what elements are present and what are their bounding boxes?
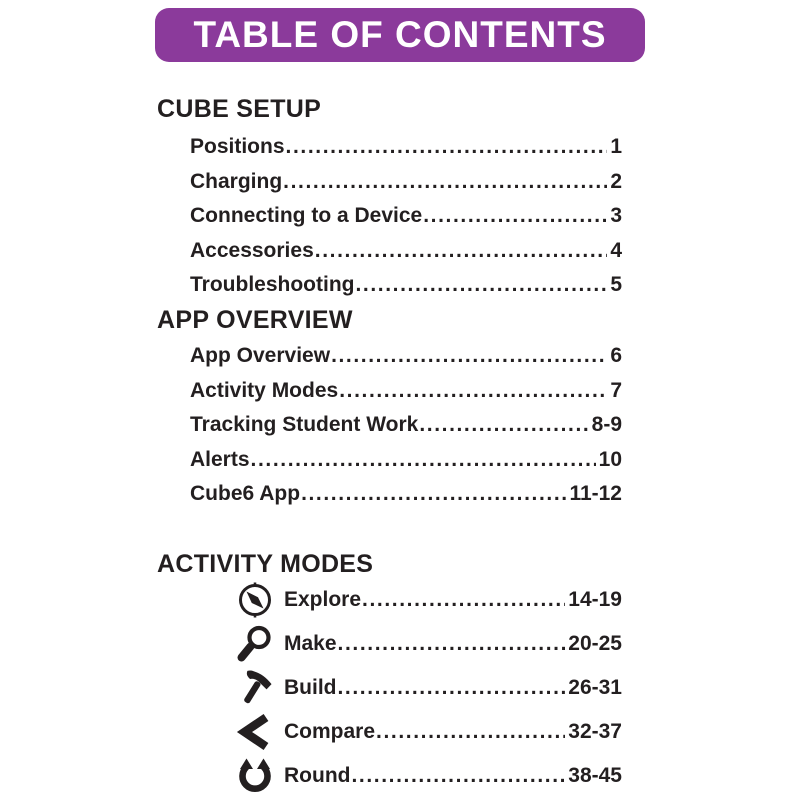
dot-leader (338, 622, 566, 666)
entry-list (190, 578, 622, 798)
toc-entry-row (190, 199, 622, 234)
dot-leader (338, 666, 566, 710)
entry-label: Cube6 App (190, 482, 301, 505)
entry-label: Tracking Student Work (190, 413, 419, 436)
entry-page-number: 1 (610, 135, 622, 158)
entry-page-number: 11-12 (569, 482, 622, 505)
entry-page-number: 10 (598, 447, 622, 471)
compass-icon (234, 580, 276, 620)
entry-page-number: 14-19 (568, 587, 622, 611)
less-than-icon (234, 712, 276, 752)
entry-label: Make (284, 631, 337, 655)
entry-page-number: 2 (610, 169, 622, 193)
toc-entry-row (190, 339, 622, 374)
entry-label: Activity Modes (190, 378, 339, 402)
hammer-icon (234, 668, 276, 708)
section-heading: ACTIVITY MODES (157, 549, 374, 578)
entry-page-number: 3 (610, 204, 622, 227)
entry-label: Charging (190, 169, 283, 193)
entry-label: Positions (190, 135, 285, 158)
section-heading: CUBE SETUP (157, 95, 322, 123)
dot-leader (283, 165, 607, 200)
entry-label: Explore (284, 587, 362, 611)
entry-label: Accessories (190, 238, 314, 262)
dot-leader (286, 130, 608, 165)
section-heading: APP OVERVIEW (157, 306, 353, 334)
dot-leader (339, 374, 607, 409)
section-cube-setup (157, 96, 622, 303)
toc-entry-row (190, 710, 622, 754)
entry-label: Compare (284, 719, 376, 743)
toc-entry-row (190, 666, 622, 710)
entry-page-number: 26-31 (568, 675, 622, 699)
toc-entry-row (190, 234, 622, 269)
toc-entry-row (190, 408, 622, 443)
entry-page-number: 6 (610, 344, 622, 367)
toc-entry-row (190, 268, 622, 303)
entry-page-number: 7 (610, 378, 622, 402)
dot-leader (423, 199, 607, 234)
toc-entry-row (190, 443, 622, 478)
entry-page-number: 38-45 (568, 763, 622, 787)
page-title: TABLE OF CONTENTS (193, 14, 607, 55)
toc-entry-row (190, 374, 622, 409)
entry-page-number: 20-25 (568, 631, 622, 655)
dot-leader (331, 339, 607, 374)
dot-leader (362, 578, 565, 622)
toc-content (157, 96, 622, 798)
entry-page-number: 32-37 (568, 719, 622, 743)
dot-leader (315, 234, 608, 269)
dot-leader (251, 443, 596, 478)
entry-page-number: 4 (610, 238, 622, 262)
dot-leader (351, 754, 565, 798)
toc-entry-row (190, 477, 622, 512)
entry-list (190, 339, 622, 512)
dot-leader (301, 477, 566, 512)
entry-label: App Overview (190, 344, 331, 367)
rotate-arrow-icon (234, 756, 276, 796)
entry-label: Alerts (190, 447, 250, 471)
magnifier-icon (234, 624, 276, 664)
dot-leader (419, 408, 588, 443)
entry-page-number: 5 (610, 273, 622, 296)
entry-label: Round (284, 763, 351, 787)
title-banner (155, 8, 645, 62)
entry-label: Troubleshooting (190, 273, 355, 296)
entry-page-number: 8-9 (591, 413, 622, 436)
entry-list (190, 130, 622, 303)
dot-leader (376, 710, 565, 754)
section-activity-modes (157, 551, 622, 798)
entry-label: Connecting to a Device (190, 204, 423, 227)
entry-label: Build (284, 675, 337, 699)
toc-entry-row (190, 578, 622, 622)
dot-leader (355, 268, 607, 303)
toc-entry-row (190, 622, 622, 666)
toc-entry-row (190, 130, 622, 165)
toc-entry-row (190, 754, 622, 798)
section-app-overview (157, 307, 622, 512)
toc-entry-row (190, 165, 622, 200)
